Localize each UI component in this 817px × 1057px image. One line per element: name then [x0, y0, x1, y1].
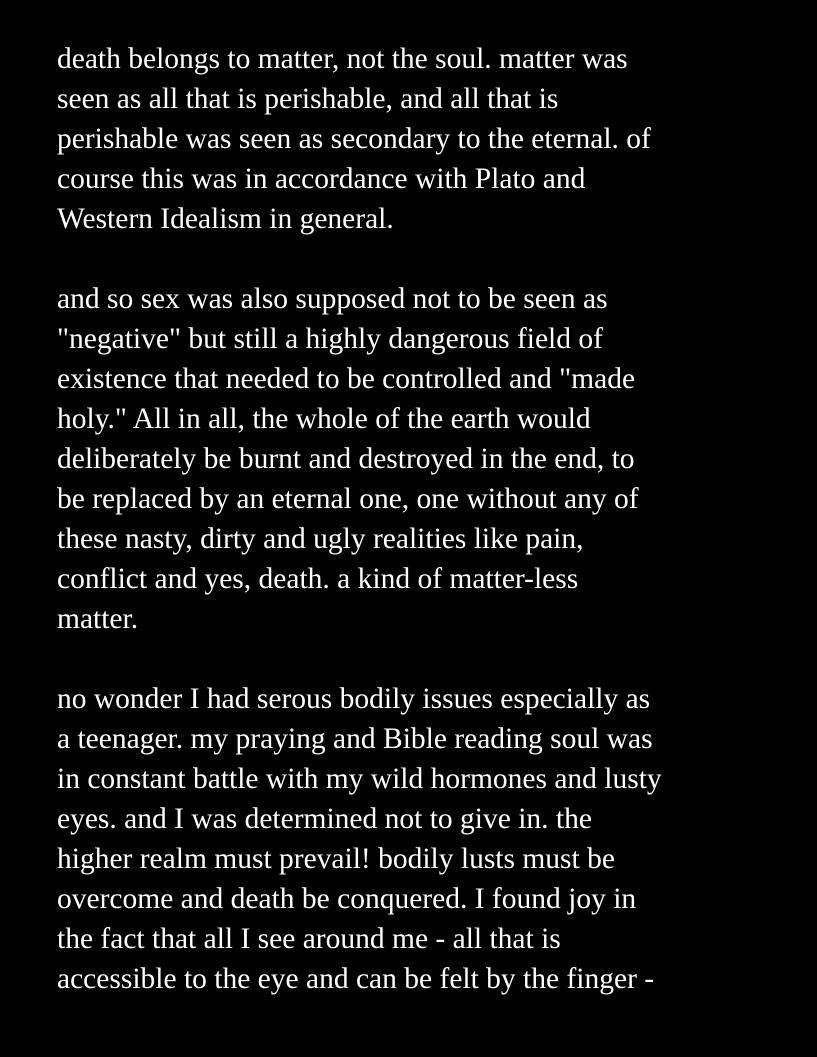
text-line: be replaced by an eternal one, one without any of [57, 483, 639, 515]
text-line: death belongs to matter, not the soul. matter was [57, 43, 628, 75]
text-line: matter. [57, 603, 139, 635]
text-line: the fact that all I see around me - all that is [57, 923, 561, 955]
text-line: these nasty, dirty and ugly realities like pain, [57, 523, 584, 555]
text-line: existence that needed to be controlled and "made [57, 363, 636, 395]
text-line: perishable was seen as secondary to the eternal. of [57, 123, 651, 155]
text-line: overcome and death be conquered. I found joy in [57, 883, 637, 915]
text-line: a teenager. my praying and Bible reading soul was [57, 723, 653, 755]
text-line: conflict and yes, death. a kind of matter-less [57, 563, 579, 595]
document-text [57, 39, 797, 999]
text-line: holy." All in all, the whole of the earth would [57, 403, 591, 435]
paragraph-3 [57, 679, 797, 999]
paragraph-gap [57, 239, 797, 279]
text-line: and so sex was also supposed not to be seen as [57, 283, 608, 315]
text-line: "negative" but still a highly dangerous field of [57, 323, 603, 355]
text-line: accessible to the eye and can be felt by the finger - [57, 963, 655, 995]
text-line: higher realm must prevail! bodily lusts must be [57, 843, 615, 875]
paragraph-gap [57, 639, 797, 679]
text-line: no wonder I had serous bodily issues especially as [57, 683, 651, 715]
paragraph-1 [57, 39, 797, 239]
text-line: in constant battle with my wild hormones and lusty [57, 763, 662, 795]
text-line: seen as all that is perishable, and all that is [57, 83, 559, 115]
text-line: eyes. and I was determined not to give in. the [57, 803, 592, 835]
paragraph-2 [57, 279, 797, 639]
text-line: course this was in accordance with Plato and [57, 163, 586, 195]
text-line: deliberately be burnt and destroyed in the end, to [57, 443, 635, 475]
text-line: Western Idealism in general. [57, 203, 394, 235]
